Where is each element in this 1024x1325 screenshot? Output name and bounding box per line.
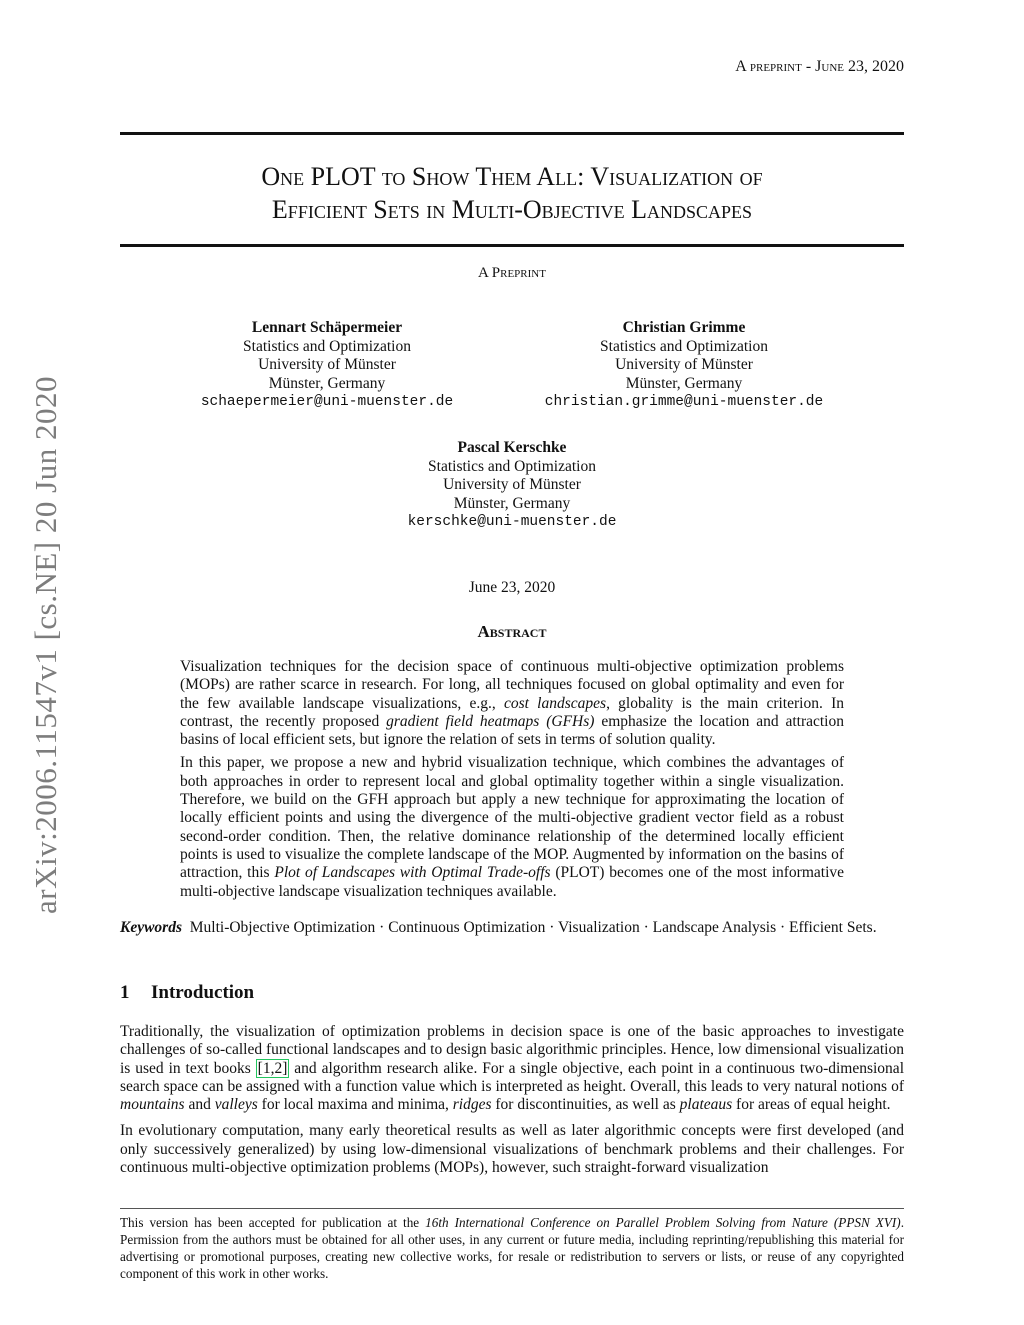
title-line-1: One PLOT to Show Them All: Visualization of xyxy=(261,162,763,191)
author-university: University of Münster xyxy=(258,356,396,373)
title-rule-bottom xyxy=(120,244,904,247)
text-run: Traditionally, the visualization of optimization problems in decision space is one of the basic approaches to investigate challenges of so-called functional landscapes and to design basic algorithmic principles. Hence, low dimensional visualization is used in text books xyxy=(120,1023,904,1077)
text-run: , globality is the main criterion. In contrast, the recently proposed xyxy=(180,694,844,730)
section-title: Introduction xyxy=(151,982,255,1003)
preprint-label: A Preprint xyxy=(478,265,546,281)
title-line-2: Efficient Sets in Multi-Objective Landscapes xyxy=(271,195,753,224)
author-city: Münster, Germany xyxy=(625,374,743,392)
body-paragraph: In evolutionary computation, many early theoretical results as well as later algorithmic concepts were first developed (and only successively generalized) by using low-dimensional visualizations of benchmark problems and their challenges. For continuous multi-objective optimization problems (MOPs), however, such straight-forward visualization xyxy=(120,1122,904,1177)
text-run: and xyxy=(188,1096,211,1114)
emphasis: valleys xyxy=(214,1096,258,1114)
author-department: Statistics and Optimization xyxy=(243,337,411,355)
emphasis: Plot of Landscapes with Optimal Trade-offs xyxy=(274,864,551,882)
text-run: This version has been accepted for publication at the xyxy=(120,1215,420,1230)
abstract-heading: Abstract xyxy=(477,622,547,641)
text-run: for local maxima and minima, xyxy=(261,1096,449,1114)
author-block xyxy=(170,319,484,412)
keywords-label: Keywords xyxy=(120,919,182,936)
introduction-body xyxy=(120,1023,904,1185)
abstract-paragraph xyxy=(180,754,844,900)
text-run: . Permission from the authors must be obtained for all other uses, in any current or future media, including reprinting/republishing this material for advertising or promotional purposes, creating new collective works, for resale or redistribution to servers or lists, or reuse of any copyrighted component of this work in other works. xyxy=(120,1215,904,1281)
footnote-rule xyxy=(120,1208,904,1209)
author-university: University of Münster xyxy=(615,356,753,373)
author-email[interactable]: christian.grimme@uni-muenster.de xyxy=(544,394,824,410)
author-name: Pascal Kerschke xyxy=(457,439,567,456)
text-run: emphasize the location and attraction basins of local efficient sets, but ignore the relation of sets in terms of solution quality. xyxy=(180,712,844,749)
author-department: Statistics and Optimization xyxy=(428,457,596,475)
arxiv-identifier: arXiv:2006.11547v1 [cs.NE] 20 Jun 2020 xyxy=(28,376,63,914)
emphasis: cost landscapes xyxy=(503,694,607,712)
author-block xyxy=(525,319,843,412)
abstract-paragraph xyxy=(180,658,844,749)
author-email[interactable]: kerschke@uni-muenster.de xyxy=(407,514,617,530)
keywords-text: Multi-Objective Optimization · Continuous Optimization · Visualization · Landscape Analysis · Efficient Sets. xyxy=(189,919,877,936)
title-rule-top xyxy=(120,132,904,135)
citation-link[interactable]: [1,2] xyxy=(257,1059,288,1077)
running-head: A preprint - June 23, 2020 xyxy=(735,58,904,75)
emphasis: ridges xyxy=(452,1096,492,1114)
keywords xyxy=(120,919,904,937)
text-run: (PLOT) becomes one of the most informative multi-objective landscape visualization techniques available. xyxy=(180,864,845,900)
author-email[interactable]: schaepermeier@uni-muenster.de xyxy=(200,394,454,410)
text-run: In this paper, we propose a new and hybrid visualization technique, which combines the advantages of both approaches in order to represent local and global optimality together within a single visualization. Therefore, we build on the GFH approach but apply a new technique for approximating the location of locally efficient points and using the divergence of the multi-objective gradient vector field as a robust second-order condition. Then, the relative dominance relationship of the determined locally efficient points is used to visualize the complete landscape of the MOP. Augmented by information on the basins of attraction, this xyxy=(180,754,844,882)
section-number: 1 xyxy=(120,982,130,1003)
emphasis: mountains xyxy=(120,1096,185,1114)
author-name: Christian Grimme xyxy=(622,319,746,336)
author-university: University of Münster xyxy=(443,476,581,493)
emphasis: gradient field heatmaps (GFHs) xyxy=(386,712,595,730)
emphasis: plateaus xyxy=(679,1096,733,1114)
section-heading xyxy=(120,982,254,1004)
author-block xyxy=(362,439,662,532)
text-run: Visualization techniques for the decision space of continuous multi-objective optimization problems (MOPs) are rather scarce in research. For long, all techniques focused on global optimality and even for the few available landscape visualizations, e.g., xyxy=(180,658,844,712)
abstract-body xyxy=(180,658,844,906)
text-run: for areas of equal height. xyxy=(736,1096,891,1114)
author-department: Statistics and Optimization xyxy=(600,337,768,355)
body-paragraph xyxy=(120,1023,904,1114)
author-city: Münster, Germany xyxy=(453,494,571,512)
author-city: Münster, Germany xyxy=(268,374,386,392)
text-run: for discontinuities, as well as xyxy=(495,1096,676,1114)
author-name: Lennart Schäpermeier xyxy=(251,319,403,336)
footnote xyxy=(120,1214,904,1282)
text-run: and algorithm research alike. For a single objective, each point in a continuous two-dimensional search space can be assigned with a function value which is interpreted as height. Overall, this leads to very natural notions of xyxy=(120,1059,904,1095)
paper-title xyxy=(120,160,904,226)
paper-date: June 23, 2020 xyxy=(468,579,556,596)
emphasis: 16th International Conference on Parallel Problem Solving from Nature (PPSN XVI) xyxy=(425,1215,901,1230)
